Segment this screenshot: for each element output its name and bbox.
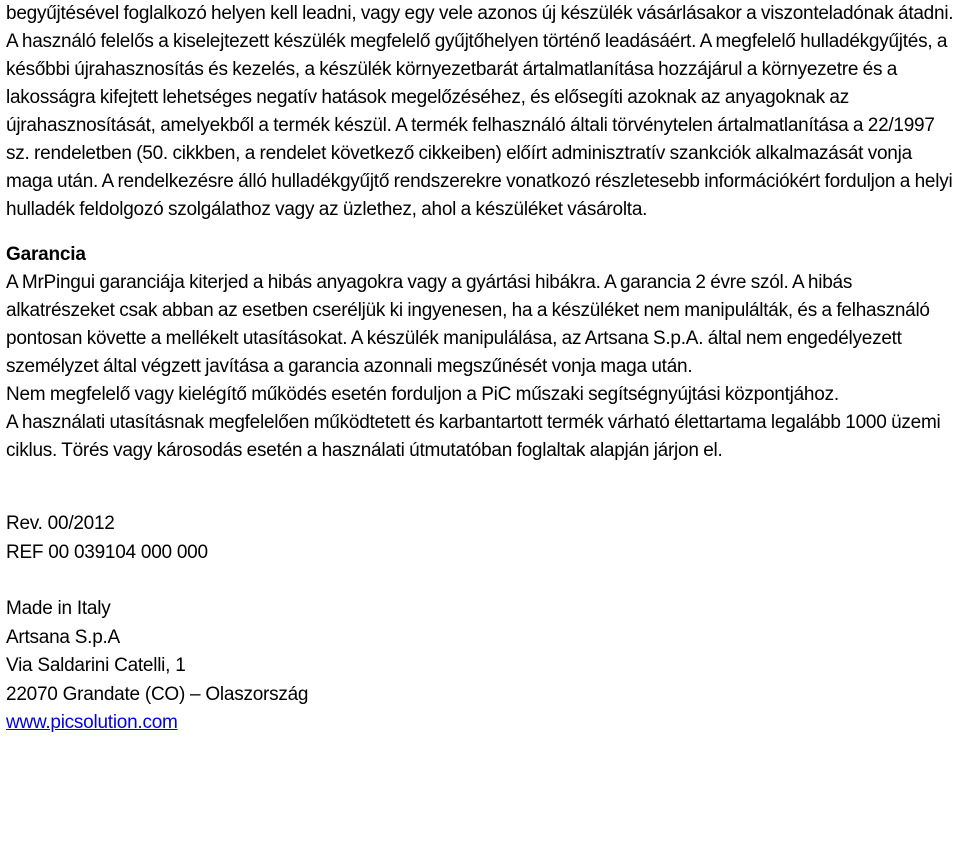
website-link[interactable]: www.picsolution.com — [6, 712, 178, 733]
document-page — [6, 0, 956, 738]
spacer — [6, 224, 956, 241]
warranty-heading: Garancia — [6, 244, 86, 265]
support-paragraph: Nem megfelelő vagy kielégítő működés esetén forduljon a PiC műszaki segítségnyújtási központjához. — [6, 384, 839, 405]
spacer — [6, 567, 956, 595]
made-in: Made in Italy — [6, 598, 111, 619]
company-name: Artsana S.p.A — [6, 626, 120, 648]
company-city: 22070 Grandate (CO) – Olaszország — [6, 683, 309, 705]
warranty-paragraph: A MrPingui garanciája kiterjed a hibás anyagokra vagy a gyártási hibákra. A garancia 2 évre szól. A hibás alkatrészeket csak abban az esetben cseréljük ki ingyenesen, ha a készüléket nem manipulálták, és a felhasználó pontosan követte a mellékelt utasításokat. A készülék manipulálása, az Artsana S.p.A. által nem engedélyezett személyzet által végzett javítása a garancia azonnali megszűnését vonja maga után. — [6, 272, 930, 377]
lifetime-paragraph: A használati utasításnak megfelelően működtetett és karbantartott termék várható élettartama legalább 1000 üzemi ciklus. Törés vagy károsodás esetén a használati útmutatóban foglaltak alapján járjon el. — [6, 412, 941, 461]
revision-number: Rev. 00/2012 — [6, 513, 115, 534]
spacer — [6, 465, 956, 510]
company-street: Via Saldarini Catelli, 1 — [6, 655, 186, 676]
reference-number: REF 00 039104 000 000 — [6, 541, 208, 563]
disposal-paragraph: begyűjtésével foglalkozó helyen kell leadni, vagy egy vele azonos új készülék vásárlásakor a viszonteladónak átadni. A használó felelős a kiselejtezett készülék megfelelő gyűjtőhelyen történő leadásáért. A megfelelő hulladékgyűjtés, a későbbi újrahasznosítás és kezelés, a készülék környezetbarát ártalmatlanítása hozzájárul a környezetre és a lakosságra kifejtett lehetséges negatív hatások megelőzéséhez, és elősegíti azoknak az anyagoknak az újrahasznosítását, amelyekből a termék készül. A termék felhasználó általi törvénytelen ártalmatlanítása a 22/1997 sz. rendeletben (50. cikkben, a rendelet következő cikkeiben) előírt adminisztratív szankciók alkalmazását vonja maga után. A rendelkezésre álló hulladékgyűjtő rendszerekre vonatkozó részletesebb információkért forduljon a helyi hulladék feldolgozó szolgálathoz vagy az üzlethez, ahol a készüléket vásárolta. — [6, 3, 954, 220]
